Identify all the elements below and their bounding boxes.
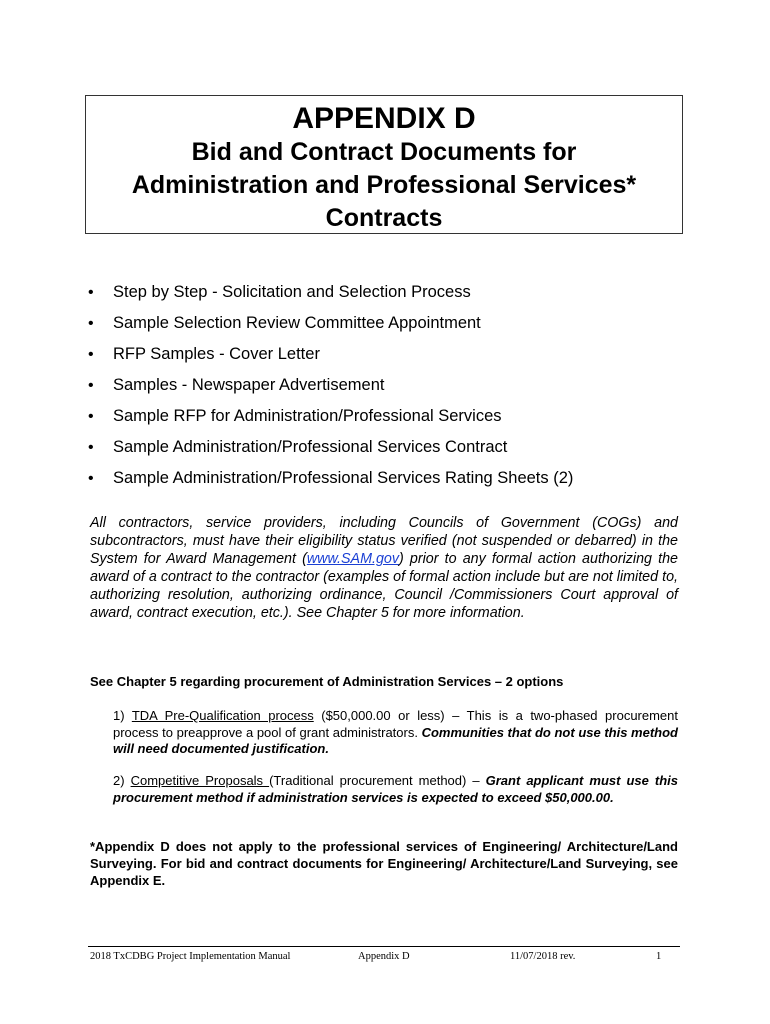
- footer-manual: 2018 TxCDBG Project Implementation Manual: [90, 951, 291, 962]
- list-item: • Sample RFP for Administration/Professional Services: [88, 404, 573, 435]
- footer-divider: [88, 946, 680, 947]
- tda-prequalification-link[interactable]: TDA Pre-Qualification process: [131, 708, 314, 723]
- appendix-title: APPENDIX D: [292, 102, 476, 135]
- list-item: • Sample Selection Review Committee Appointment: [88, 311, 573, 342]
- bullet-icon: •: [88, 408, 94, 425]
- list-item: • RFP Samples - Cover Letter: [88, 342, 573, 373]
- bullet-icon: •: [88, 284, 94, 301]
- eligibility-paragraph: All contractors, service providers, including Councils of Government (COGs) and subcontractors, must have their eligibility status verified (not suspended or debarred) in the System for Award Management (www.SAM.gov) prior to any formal action authorizing the award of a contract to the contractor (examples of formal action include but are not limited to, authorizing resolution, authorizing ordinance, Council /Commissioners Court approval of award, contract execution, etc.). See Chapter 5 for more information.: [90, 515, 678, 621]
- bullet-icon: •: [88, 315, 94, 332]
- list-item: • Sample Administration/Professional Services Contract: [88, 435, 573, 466]
- title-box: [85, 95, 683, 234]
- page-number: 1: [656, 951, 662, 962]
- bullet-icon: •: [88, 439, 94, 456]
- title-line-3: Contracts: [325, 204, 443, 232]
- sam-gov-link[interactable]: www.SAM.gov: [306, 551, 400, 567]
- list-item: • Step by Step - Solicitation and Selection Process: [88, 280, 573, 311]
- competitive-proposals-link[interactable]: Competitive Proposals: [130, 773, 270, 788]
- procurement-heading: See Chapter 5 regarding procurement of Administration Services – 2 options: [90, 674, 564, 689]
- footer-revision: 11/07/2018 rev.: [510, 951, 576, 962]
- list-item: • Samples - Newspaper Advertisement: [88, 373, 573, 404]
- bullet-icon: •: [88, 377, 94, 394]
- option-2: 2) Competitive Proposals (Traditional procurement method) – Grant applicant must use this procurement method if administration services is expected to exceed $50,000.00.: [113, 773, 679, 805]
- footer-appendix: Appendix D: [358, 951, 410, 962]
- bullet-icon: •: [88, 470, 94, 487]
- option-1: 1) TDA Pre-Qualification process ($50,000.00 or less) – This is a two-phased procurement process to preapprove a pool of grant administrators. Communities that do not use this method will need documented justification.: [113, 708, 679, 756]
- appendix-note: *Appendix D does not apply to the professional services of Engineering/ Architecture/Land Surveying. For bid and contract documents for Engineering/ Architecture/Land Surveying, see Appendix E.: [90, 839, 678, 888]
- document-list: [88, 280, 573, 497]
- list-item: • Sample Administration/Professional Services Rating Sheets (2): [88, 466, 573, 497]
- title-line-2: Administration and Professional Services*: [131, 171, 637, 199]
- bullet-icon: •: [88, 346, 94, 363]
- title-line-1: Bid and Contract Documents for: [191, 138, 577, 166]
